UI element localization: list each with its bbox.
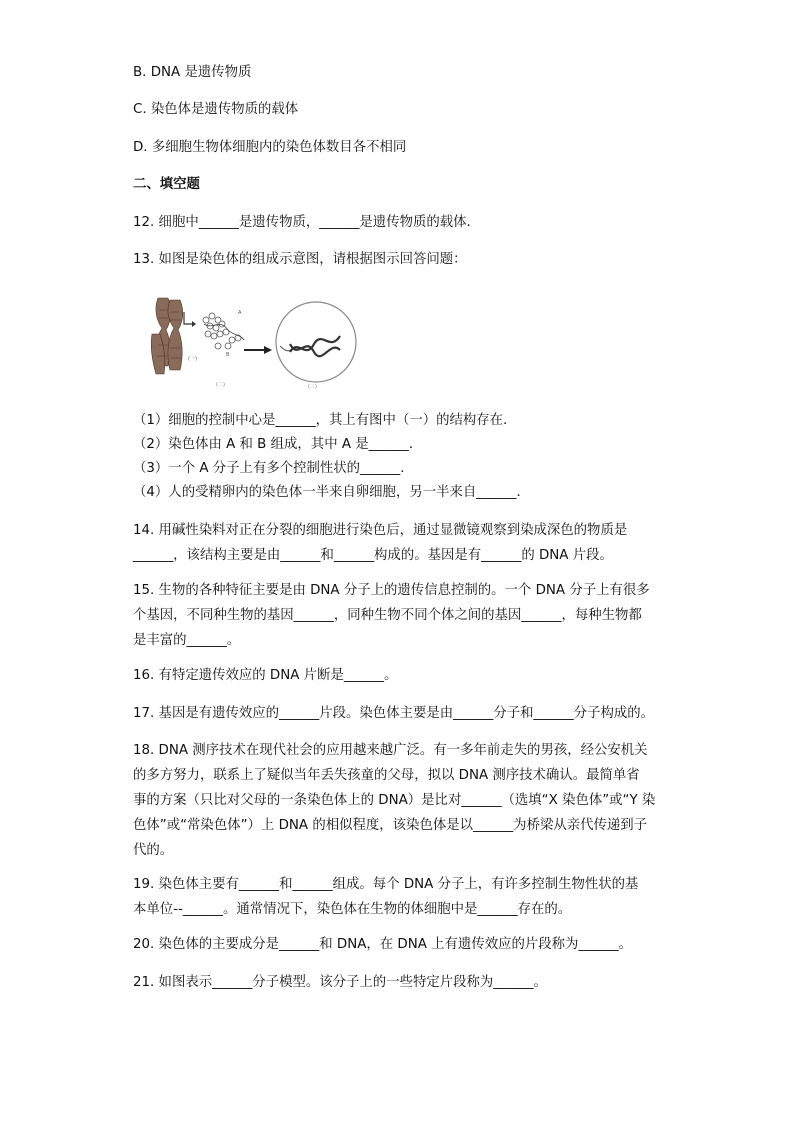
question-18-line: 事的方案（只比对父母的一条染色体上的 DNA）是比对______（选填“X 染色体”或“Y 染: [133, 793, 656, 808]
question-19: [133, 872, 673, 922]
label-two: (二): [216, 382, 225, 388]
question-15-line: 15. 生物的各种特征主要是由 DNA 分子上的遗传信息控制的。一个 DNA 分子上有很多: [133, 583, 650, 598]
question-16: 16. 有特定遗传效应的 DNA 片断是______。: [133, 668, 398, 683]
arrow-right-icon: [264, 346, 272, 354]
section-title: 二、填空题: [133, 177, 200, 192]
question-19-line: 19. 染色体主要有______和______组成。每个 DNA 分子上，有许多控制生物性状的基: [133, 877, 639, 892]
option-b: B. DNA 是遗传物质: [133, 65, 252, 80]
bracket-connector: [184, 312, 192, 324]
question-12: 12. 细胞中______是遗传物质，______是遗传物质的载体．: [133, 215, 480, 230]
question-13-sub-2: （2）染色体由 A 和 B 组成，其中 A 是______．: [133, 437, 423, 452]
question-20: 20. 染色体的主要成分是______和 DNA，在 DNA 上有遗传效应的片段称为______。: [133, 937, 633, 952]
question-13-sub-3: （3）一个 A 分子上有多个控制性状的______．: [133, 461, 414, 476]
question-14-line: 14. 用碱性染料对正在分裂的细胞进行染色后，通过显微镜观察到染成深色的物质是: [133, 523, 628, 538]
option-c: C. 染色体是遗传物质的载体: [133, 102, 299, 117]
chromosome-figure: [148, 290, 358, 390]
double-helix-icon: [290, 336, 340, 356]
question-15: [133, 578, 673, 653]
question-13-sub-4: （4）人的受精卵内的染色体一半来自卵细胞，另一半来自______．: [133, 485, 530, 500]
molecule-cluster: [203, 313, 241, 349]
label-a: A: [238, 310, 242, 316]
chromosome-drawing: [151, 298, 183, 374]
question-13-stem: 13. 如图是染色体的组成示意图，请根据图示回答问题：: [133, 252, 467, 267]
helix-tail: [280, 346, 290, 351]
question-18-line: 代的。: [133, 843, 174, 858]
question-21: 21. 如图表示______分子模型。该分子上的一些特定片段称为______。: [133, 975, 547, 990]
question-18-line: 色体”或“常染色体”）上 DNA 的相似程度，该染色体是以______为桥梁从亲代传递到子: [133, 818, 648, 833]
arrow-head-icon: [192, 321, 196, 327]
question-19-line: 本单位--______。通常情况下，染色体在生物的体细胞中是______存在的。: [133, 902, 572, 917]
label-b: B: [226, 352, 230, 358]
question-18: [133, 738, 673, 863]
question-15-line: 是丰富的______。: [133, 633, 241, 648]
question-13-sub-1: （1）细胞的控制中心是______，其上有图中（一）的结构存在．: [133, 413, 517, 428]
label-three: (三): [308, 384, 317, 390]
question-15-line: 个基因，不同种生物的基因______，同种生物不同个体之间的基因______，每种生物都: [133, 608, 642, 623]
label-one: (一): [188, 356, 197, 362]
question-18-line: 的多方努力，联系上了疑似当年丢失孩童的父母，拟以 DNA 测序技术确认。最简单省: [133, 768, 640, 783]
option-d: D. 多细胞生物体细胞内的染色体数目各不相同: [133, 140, 407, 155]
question-17: 17. 基因是有遗传效应的______片段。染色体主要是由______分子和______分子构成的。: [133, 706, 655, 721]
question-14-line: ______，该结构主要是由______和______构成的。基因是有______的 DNA 片段。: [133, 548, 613, 563]
question-18-line: 18. DNA 测序技术在现代社会的应用越来越广泛。有一多年前走失的男孩，经公安机关: [133, 743, 648, 758]
question-14: [133, 518, 673, 568]
